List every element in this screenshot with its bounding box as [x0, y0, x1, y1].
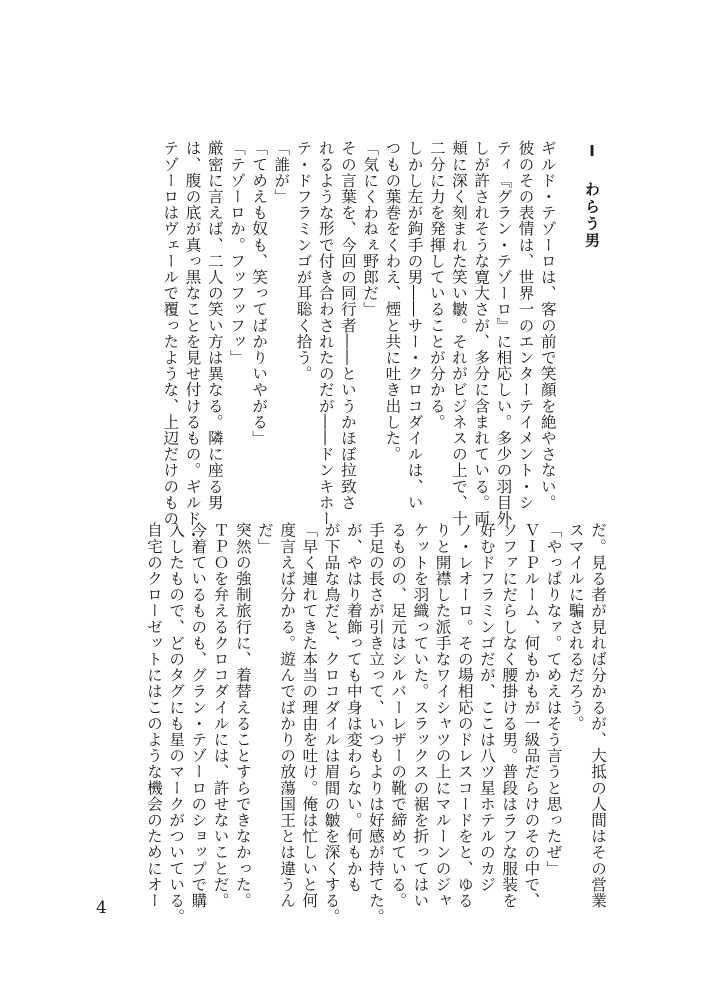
- text-line: だ」: [255, 522, 274, 555]
- text-line: 「てめえも奴も、笑ってばかりいやがる」: [250, 140, 269, 446]
- text-line: 自宅のクローゼットにはこのような機会のためにオー: [144, 522, 163, 909]
- text-line: ＴＰＯを弁えるクロコダイルには、許せないことだ。: [211, 522, 230, 909]
- text-line: テ・ドフラミンゴが耳聡く拾う。: [294, 140, 313, 382]
- text-line: 頬に深く刻まれた笑い皺。それがビジネスの上で、十: [449, 140, 468, 527]
- text-line: れるような形で付き合わされたのだが――ドンキホー: [316, 140, 335, 527]
- text-line: は、腹の底が真っ黒なことを見せ付けるもの。ギルド・: [183, 140, 202, 543]
- text-line: 入したもので、どのタグにも星のマークがついている。: [167, 522, 186, 925]
- text-line: 手足の長さが引き立って、いつもよりは好感が持てた。: [366, 522, 385, 925]
- text-line: つもの葉巻をくわえ、煙と共に吐き出した。: [383, 140, 402, 462]
- text-line: 「やっぱりなァ。てめえはそう言うと思ったぜ」: [544, 522, 563, 877]
- text-line: 「気にくわねぇ野郎だ」: [361, 140, 380, 318]
- text-line: ＶＩＰルーム、何もかもが一級品だらけのその中で、: [522, 522, 541, 909]
- text-line: だ。見る者が見れば分かるが、大抵の人間はその営業: [589, 522, 607, 909]
- text-line: るものの、足元はシルバーレザーの靴で締めている。: [389, 522, 408, 909]
- text-line: 彼のその表情は、世界一のエンターテイメント・シ: [516, 140, 535, 511]
- text-line: ソファにだらしなく腰掛ける男。普段はラフな服装を: [500, 522, 519, 909]
- text-line: 二分に力を発揮していることが分かる。: [427, 140, 446, 430]
- text-line: ケットを羽織っていた。スラックスの裾を折ってはい: [411, 522, 430, 909]
- chapter-number: Ⅰ: [583, 142, 601, 162]
- text-line: が、やはり着飾っても中身は変わらない。何もかも: [344, 522, 363, 893]
- lower-text-block: [143, 522, 609, 925]
- text-line: 今着ているものも、グラン・テゾーロのショップで購: [189, 522, 208, 909]
- text-line: 好むドフラミンゴだが、ここは八ツ星ホテルのカジ: [477, 522, 496, 893]
- text-line: しかし左が鉤手の男――サー・クロコダイルは、い: [405, 140, 424, 511]
- chapter-title: わらう男: [583, 181, 601, 250]
- text-line: ノ・レオーロ。その場相応のドレスコードをと、ゆる: [455, 522, 474, 909]
- text-line: 突然の強制旅行に、着替えることすらできなかった。: [233, 522, 252, 909]
- text-line: 「誰が」: [272, 140, 291, 205]
- text-line: が下品な鳥だと、クロコダイルは眉間の皺を深くする。: [322, 522, 341, 925]
- upper-text-block: [159, 140, 603, 543]
- text-line: スマイルに騙されるだろう。: [566, 522, 585, 732]
- text-line: 度言えば分かる。遊んでばかりの放蕩国王とは違うん: [278, 522, 297, 909]
- text-line: その言葉を、今回の同行者――というかほぼ拉致さ: [338, 140, 357, 511]
- text-line: しが許されそうな寛大さが、多分に含まれている。両: [472, 140, 491, 527]
- text-line: 「テゾーロか。フッフッフッ」: [227, 140, 246, 366]
- text-line: 「早く連れてきた本当の理由を吐け。俺は忙しいと何: [300, 522, 319, 909]
- text-line: テゾーロはヴェールで覆ったような、上辺だけのもの: [161, 140, 180, 527]
- text-line: ティ『グラン・テゾーロ』に相応しい。多少の羽目外: [494, 140, 513, 527]
- chapter-heading: [581, 140, 603, 485]
- text-line: りと開襟した派手なワイシャツの上にマルーンのジャ: [433, 522, 452, 909]
- page-number: 4: [96, 898, 107, 918]
- text-line: ギルド・テゾーロは、客の前で笑顔を絶やさない。: [538, 140, 557, 511]
- text-line: 厳密に言えば、二人の笑い方は異なる。隣に座る男: [205, 140, 224, 511]
